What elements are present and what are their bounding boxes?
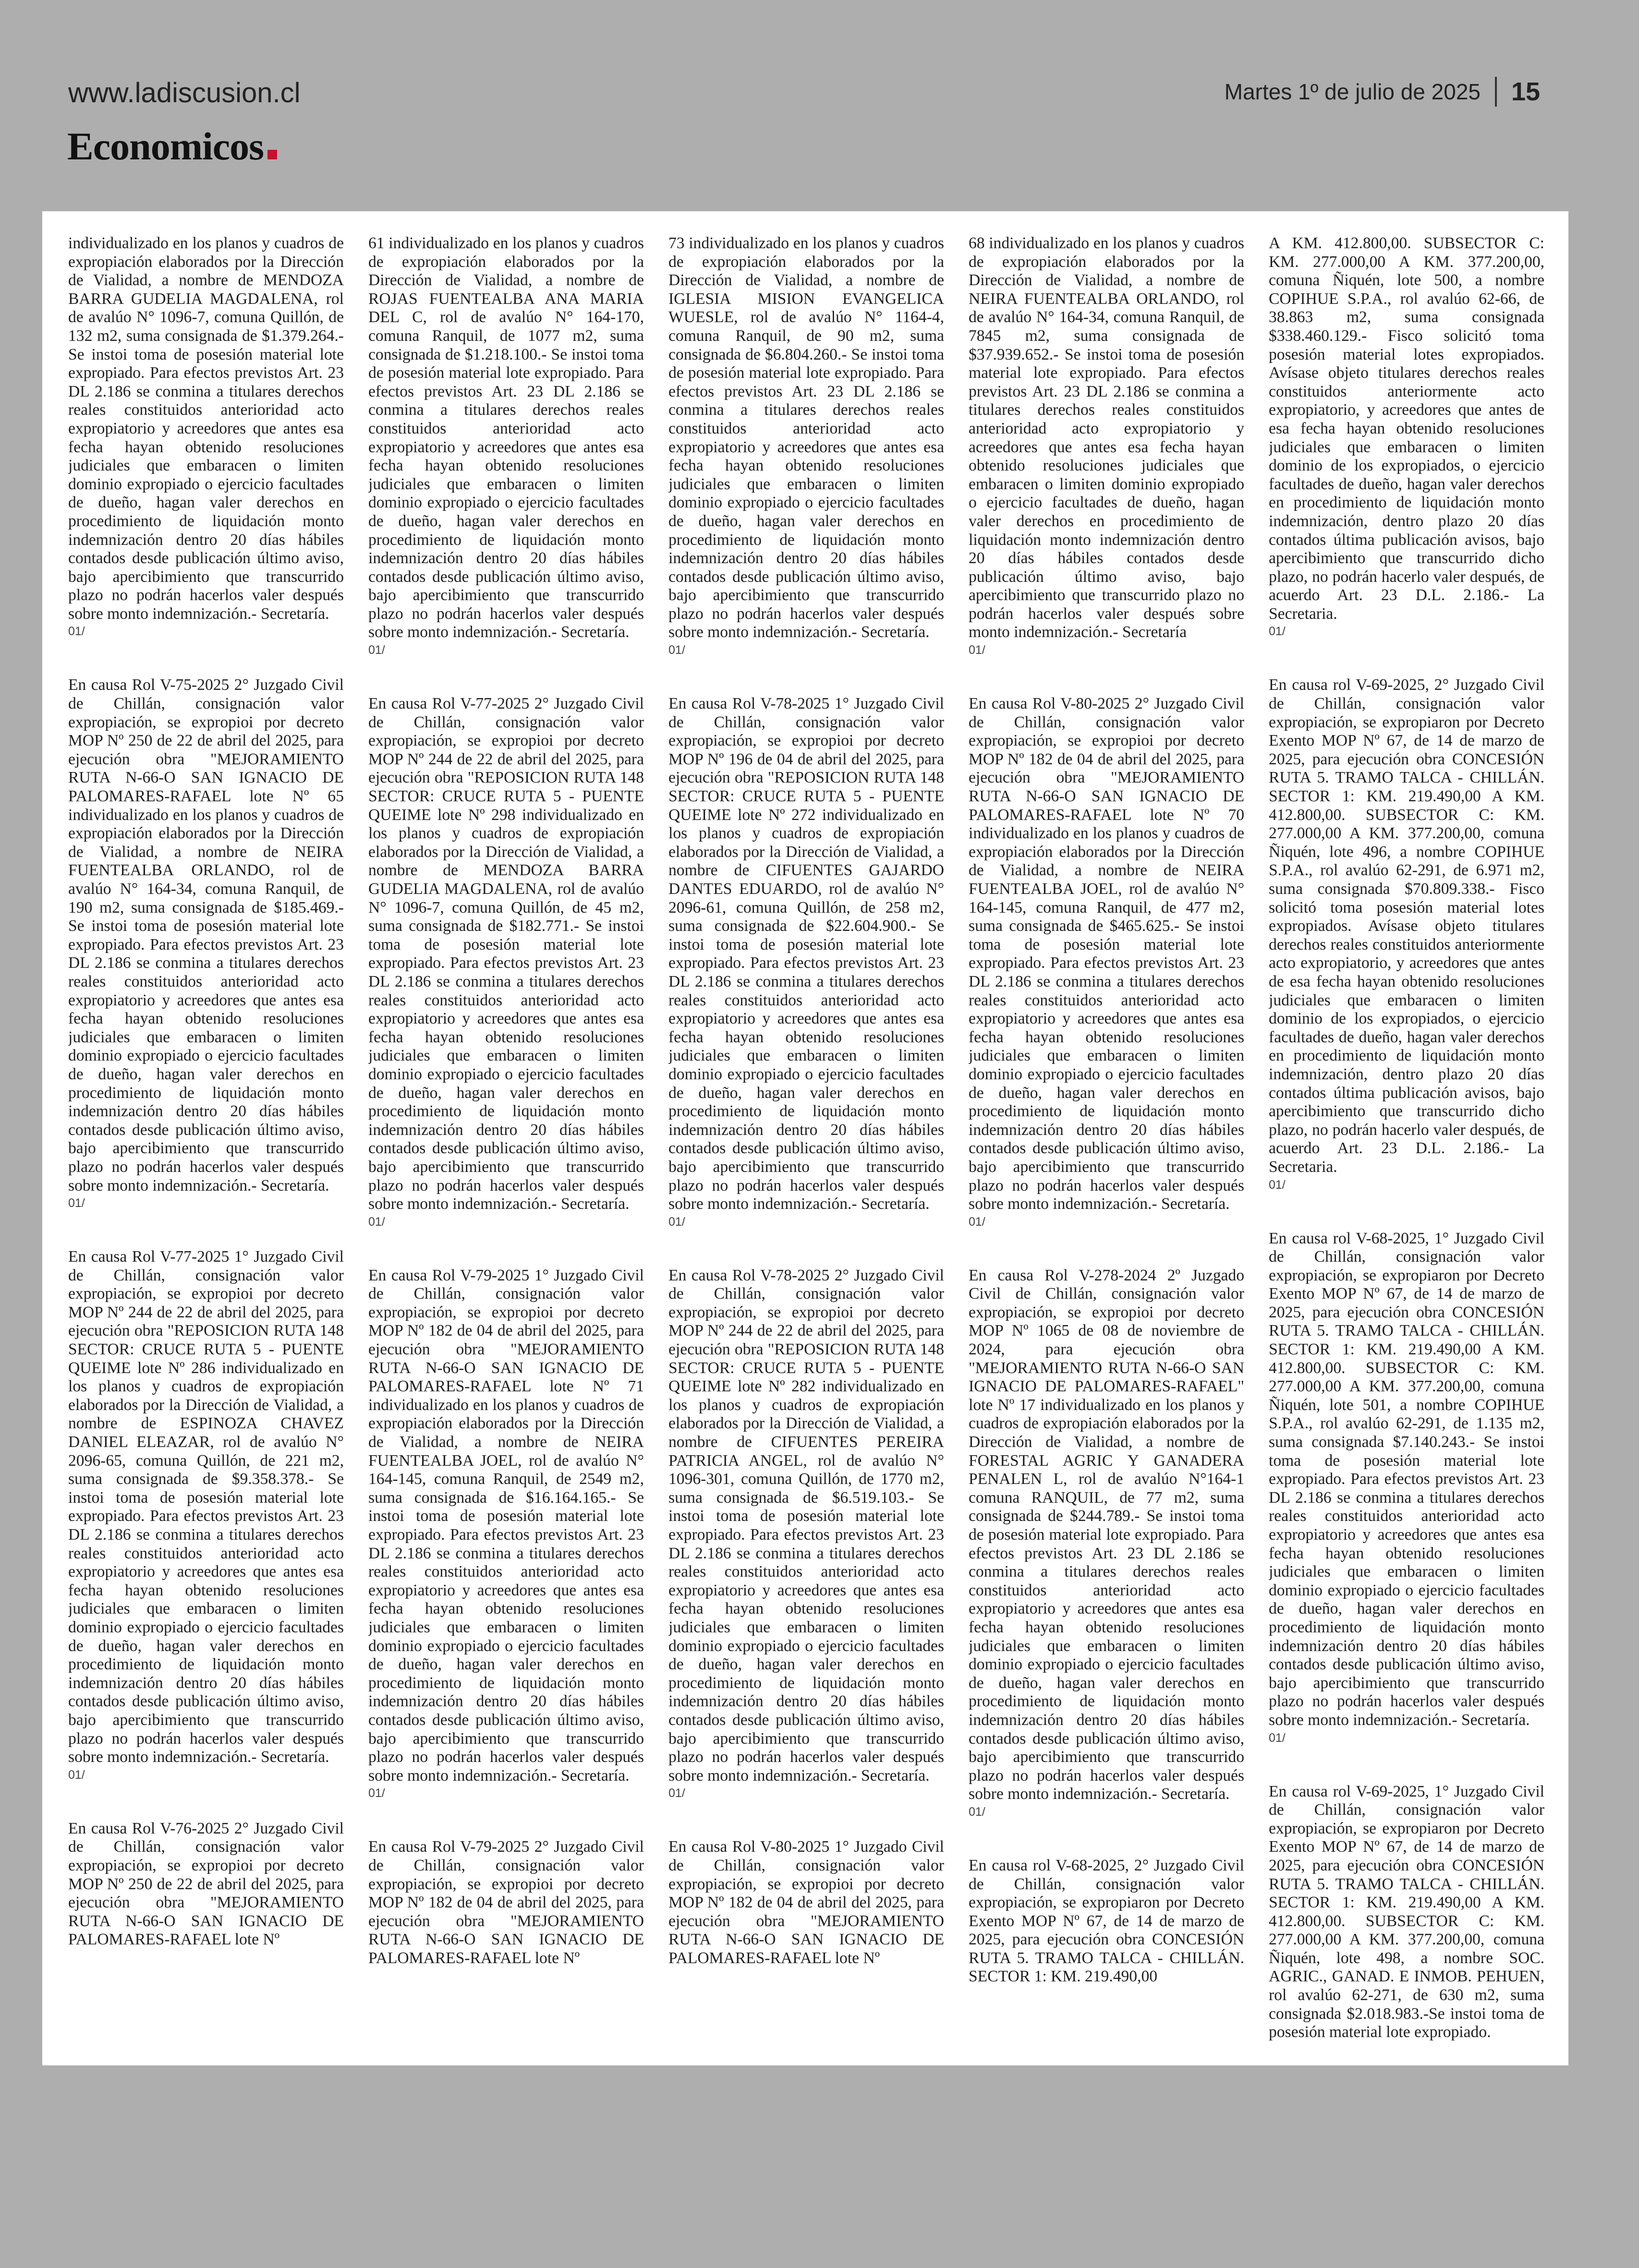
notice-code: 01/ [368, 1215, 385, 1229]
notice-text: 68 individualizado en los planos y cuadros de expropiación elaborados por la Dirección de Vialidad, a nombre de NEIRA FUENTEALBA ORLANDO, rol de avalúo N° 164-34, comuna Ranquil, de 7845 m2, suma consignada de $37.939.652.- Se instoi toma de posesión material lote expropiado. Para efectos previstos Art. 23 DL 2.186 se conmina a titulares derechos reales constituidos anterioridad acto expropiatorio y acreedores que antes esa fecha hayan obtenido resoluciones judiciales que embaracen o limiten dominio expropiado o ejercicio facultades de dueño, hagan valer derechos en procedimiento de liquidación monto indemnización dentro 20 días hábiles contados desde publicación último aviso, bajo apercibimiento que transcurrido plazo no podrán hacerlos valer después sobre monto indemnización.- Secretaría [969, 234, 1244, 641]
notice-text: 61 individualizado en los planos y cuadros de expropiación elaborados por la Dirección de Vialidad, a nombre de ROJAS FUENTEALBA ANA MARIA DEL C, rol de avalúo N° 164-170, comuna Ranquil, de 1077 m2, suma consignada de $1.218.100.- Se instoi toma de posesión material lote expropiado. Para efectos previstos Art. 23 DL 2.186 se conmina a titulares derechos reales constituidos anterioridad acto expropiatorio y acreedores que antes esa fecha hayan obtenido resoluciones judiciales que embaracen o limiten dominio expropiado o ejercicio facultades de dueño, hagan valer derechos en procedimiento de liquidación monto indemnización dentro 20 días hábiles contados desde publicación último aviso, bajo apercibimiento que transcurrido plazo no podrán hacerlos valer después sobre monto indemnización.- Secretaría. [368, 234, 644, 641]
classifieds-sheet [42, 211, 1568, 2065]
notice-text: En causa Rol V-75-2025 2° Juzgado Civil de Chillán, consignación valor expropiación, se expropioi por decreto MOP Nº 250 de 22 de abril del 2025, para ejecución obra "MEJORAMIENTO RUTA N-66-O SAN IGNACIO DE PALOMARES-RAFAEL lote Nº 65 individualizado en los planos y cuadros de expropiación elaborados por la Dirección de Vialidad, a nombre de NEIRA FUENTEALBA ORLANDO, rol de avalúo N° 164-34, comuna Ranquil, de 190 m2, suma consignada de $185.469.- Se instoi toma de posesión material lote expropiado. Para efectos previstos Art. 23 DL 2.186 se conmina a titulares derechos reales constituidos anterioridad acto expropiatorio y acreedores que antes esa fecha hayan obtenido resoluciones judiciales que embaracen o limiten dominio expropiado o ejercicio facultades de dueño, hagan valer derechos en procedimiento de liquidación monto indemnización dentro 20 días hábiles contados desde publicación último aviso, bajo apercibimiento que transcurrido plazo no podrán hacerlos valer después sobre monto indemnización.- Secretaría. [68, 676, 344, 1194]
notice-code: 01/ [668, 1215, 685, 1229]
notice-text: En causa Rol V-79-2025 1° Juzgado Civil de Chillán, consignación valor expropiación, se expropioi por decreto MOP Nº 182 de 04 de abril del 2025, para ejecución obra "MEJORAMIENTO RUTA N-66-O SAN IGNACIO DE PALOMARES-RAFAEL lote Nº 71 individualizado en los planos y cuadros de expropiación elaborados por la Dirección de Vialidad, a nombre de NEIRA FUENTEALBA JOEL, rol de avalúo N° 164-145, comuna Ranquil, de 2549 m2, suma consignada de $16.164.165.- Se instoi toma de posesión material lote expropiado. Para efectos previstos Art. 23 DL 2.186 se conmina a titulares derechos reales constituidos anterioridad acto expropiatorio y acreedores que antes esa fecha hayan obtenido resoluciones judiciales que embaracen o limiten dominio expropiado o ejercicio facultades de dueño, hagan valer derechos en procedimiento de liquidación monto indemnización dentro 20 días hábiles contados desde publicación último aviso, bajo apercibimiento que transcurrido plazo no podrán hacerlos valer después sobre monto indemnización.- Secretaría. [368, 1266, 644, 1785]
notice-text: En causa Rol V-80-2025 2° Juzgado Civil de Chillán, consignación valor expropiación, se expropioi por decreto MOP Nº 182 de 04 de abril del 2025, para ejecución obra "MEJORAMIENTO RUTA N-66-O SAN IGNACIO DE PALOMARES-RAFAEL lote Nº 70 individualizado en los planos y cuadros de expropiación elaborados por la Dirección de Vialidad, a nombre de NEIRA FUENTEALBA JOEL, rol de avalúo N° 164-145, comuna Ranquil, de 477 m2, suma consignada de $465.625.- Se instoi toma de posesión material lote expropiado. Para efectos previstos Art. 23 DL 2.186 se conmina a titulares derechos reales constituidos anterioridad acto expropiatorio y acreedores que antes esa fecha hayan obtenido resoluciones judiciales que embaracen o limiten dominio expropiado o ejercicio facultades de dueño, hagan valer derechos en procedimiento de liquidación monto indemnización dentro 20 días hábiles contados desde publicación último aviso, bajo apercibimiento que transcurrido plazo no podrán hacerlos valer después sobre monto indemnización.- Secretaría. [969, 695, 1244, 1213]
notice-text: En causa Rol V-79-2025 2° Juzgado Civil de Chillán, consignación valor expropiación, se expropioi por decreto MOP Nº 182 de 04 de abril del 2025, para ejecución obra "MEJORAMIENTO RUTA N-66-O SAN IGNACIO DE PALOMARES-RAFAEL lote Nº [368, 1838, 644, 1967]
notice-code: 01/ [1269, 1178, 1286, 1192]
header-divider [1495, 77, 1497, 107]
notice-text: A KM. 412.800,00. SUBSECTOR C: KM. 277.000,00 A KM. 377.200,00, comuna Ñiquén, lote 500, a nombre COPIHUE S.P.A., rol avalúo 62-66, de 38.863 m2, suma consignada $338.460.129.- Fisco solicitó toma posesión material lotes expropiados. Avísase objeto titulares derechos reales constituidos anteriormente acto expropiatorio, y acreedores que antes de esa fecha hayan obtenido resoluciones judiciales que embaracen o limiten dominio de los expropiados, o ejercicio facultades de dueño, hagan valer derechos en procedimiento de liquidación monto indemnización, dentro plazo 20 días contados última publicación avisos, bajo apercibimiento que transcurrido dicho plazo, no podrán hacerlo valer después, de acuerdo Art. 23 D.L. 2.186.- La Secretaria. [1269, 234, 1544, 623]
notice-code: 01/ [969, 1215, 985, 1229]
column-2 [368, 234, 644, 2054]
notice-text: En causa rol V-68-2025, 1° Juzgado Civil de Chillán, consignación valor expropiación, se expropiaron por Decreto Exento MOP Nº 67, de 14 de marzo de 2025, para ejecución obra CONCESIÓN RUTA 5. TRAMO TALCA - CHILLÁN. SECTOR 1: KM. 219.490,00 A KM. 412.800,00. SUBSECTOR C: KM. 277.000,00 A KM. 377.200,00, comuna Ñiquén, lote 501, a nombre COPIHUE S.P.A., rol avalúo 62-291, de 1.135 m2, suma consignada $7.140.243.- Se instoi toma de posesión material lote expropiado. Para efectos previstos Art. 23 DL 2.186 se conmina a titulares derechos reales constituidos anterioridad acto expropiatorio y acreedores que antes esa fecha hayan obtenido resoluciones judiciales que embaracen o limiten dominio expropiado o ejercicio facultades de dueño, hagan valer derechos en procedimiento de liquidación monto indemnización dentro 20 días hábiles contados desde publicación último aviso, bajo apercibimiento que transcurrido plazo no podrán hacerlos valer después sobre monto indemnización.- Secretaría. [1269, 1229, 1544, 1729]
site-url[interactable]: www.ladiscusion.cl [68, 77, 301, 109]
page-number: 15 [1511, 77, 1541, 106]
notice-code: 01/ [969, 643, 985, 657]
notice-text: En causa Rol V-76-2025 2° Juzgado Civil de Chillán, consignación valor expropiación, se expropioi por decreto MOP Nº 250 de 22 de abril del 2025, para ejecución obra "MEJORAMIENTO RUTA N-66-O SAN IGNACIO DE PALOMARES-RAFAEL lote Nº [68, 1819, 344, 1949]
section-title [67, 124, 277, 169]
column-3 [668, 234, 944, 2054]
notice-text: En causa Rol V-78-2025 1° Juzgado Civil de Chillán, consignación valor expropiación, se expropioi por decreto MOP Nº 196 de 04 de abril del 2025, para ejecución obra "REPOSICION RUTA 148 SECTOR: CRUCE RUTA 5 - PUENTE QUEIME lote Nº 272 individualizado en los planos y cuadros de expropiación elaborados por la Dirección de Vialidad, a nombre de CIFUENTES GAJARDO DANTES EDUARDO, rol de avalúo N° 2096-61, comuna Quillón, de 258 m2, suma consignada de $22.604.900.- Se instoi toma de posesión material lote expropiado. Para efectos previstos Art. 23 DL 2.186 se conmina a titulares derechos reales constituidos anterioridad acto expropiatorio y acreedores que antes esa fecha hayan obtenido resoluciones judiciales que embaracen o limiten dominio expropiado o ejercicio facultades de dueño, hagan valer derechos en procedimiento de liquidación monto indemnización dentro 20 días hábiles contados desde publicación último aviso, bajo apercibimiento que transcurrido plazo no podrán hacerlos valer después sobre monto indemnización.- Secretaría. [668, 695, 944, 1213]
notice-code: 01/ [68, 1196, 85, 1210]
notice-text: En causa Rol V-78-2025 2° Juzgado Civil de Chillán, consignación valor expropiación, se expropioi por decreto MOP Nº 244 de 22 de abril del 2025, para ejecución obra "REPOSICION RUTA 148 SECTOR: CRUCE RUTA 5 - PUENTE QUEIME lote Nº 282 individualizado en los planos y cuadros de expropiación elaborados por la Dirección de Vialidad, a nombre de CIFUENTES PEREIRA PATRICIA ANGEL, rol de avalúo N° 1096-301, comuna Quillón, de 1770 m2, suma consignada de $6.519.103.- Se instoi toma de posesión material lote expropiado. Para efectos previstos Art. 23 DL 2.186 se conmina a titulares derechos reales constituidos anterioridad acto expropiatorio y acreedores que antes esa fecha hayan obtenido resoluciones judiciales que embaracen o limiten dominio expropiado o ejercicio facultades de dueño, hagan valer derechos en procedimiento de liquidación monto indemnización dentro 20 días hábiles contados desde publicación último aviso, bajo apercibimiento que transcurrido plazo no podrán hacerlos valer después sobre monto indemnización.- Secretaría. [668, 1266, 944, 1785]
notice-code: 01/ [1269, 625, 1286, 639]
column-5 [1269, 234, 1544, 2054]
notice-code: 01/ [68, 1768, 85, 1782]
notice-text: individualizado en los planos y cuadros de expropiación elaborados por la Dirección de Vialidad, a nombre de MENDOZA BARRA GUDELIA MAGDALENA, rol de avalúo N° 1096-7, comuna Quillón, de 132 m2, suma consignada de $1.379.264.- Se instoi toma de posesión material lote expropiado. Para efectos previstos Art. 23 DL 2.186 se conmina a titulares derechos reales constituidos anterioridad acto expropiatorio y acreedores que antes esa fecha hayan obtenido resoluciones judiciales que embaracen o limiten dominio expropiado o ejercicio facultades de dueño, hagan valer derechos en procedimiento de liquidación monto indemnización dentro 20 días hábiles contados desde publicación último aviso, bajo apercibimiento que transcurrido plazo no podrán hacerlos valer después sobre monto indemnización.- Secretaría. [68, 234, 344, 623]
notice-code: 01/ [68, 625, 85, 639]
notice-columns [68, 234, 1544, 2054]
notice-code: 01/ [668, 643, 685, 657]
notice-text: En causa Rol V-80-2025 1° Juzgado Civil de Chillán, consignación valor expropiación, se expropioi por decreto MOP Nº 182 de 04 de abril del 2025, para ejecución obra "MEJORAMIENTO RUTA N-66-O SAN IGNACIO DE PALOMARES-RAFAEL lote Nº [668, 1838, 944, 1967]
page-header [0, 0, 1639, 211]
notice-code: 01/ [668, 1786, 685, 1800]
notice-text: 73 individualizado en los planos y cuadros de expropiación elaborados por la Dirección de Vialidad, a nombre de IGLESIA MISION EVANGELICA WUESLE, rol de avalúo N° 1164-4, comuna Ranquil, de 90 m2, suma consignada de $6.804.260.- Se instoi toma de posesión material lote expropiado. Para efectos previstos Art. 23 DL 2.186 se conmina a titulares derechos reales constituidos anterioridad acto expropiatorio y acreedores que antes esa fecha hayan obtenido resoluciones judiciales que embaracen o limiten dominio expropiado o ejercicio facultades de dueño, hagan valer derechos en procedimiento de liquidación monto indemnización dentro 20 días hábiles contados desde publicación último aviso, bajo apercibimiento que transcurrido plazo no podrán hacerlos valer después sobre monto indemnización.- Secretaría. [668, 234, 944, 641]
notice-text: En causa Rol V-77-2025 2° Juzgado Civil de Chillán, consignación valor expropiación, se expropioi por decreto MOP Nº 244 de 22 de abril del 2025, para ejecución obra "REPOSICION RUTA 148 SECTOR: CRUCE RUTA 5 - PUENTE QUEIME lote Nº 298 individualizado en los planos y cuadros de expropiación elaborados por la Dirección de Vialidad, a nombre de MENDOZA BARRA GUDELIA MAGDALENA, rol de avalúo N° 1096-7, comuna Quillón, de 45 m2, suma consignada de $182.771.- Se instoi toma de posesión material lote expropiado. Para efectos previstos Art. 23 DL 2.186 se conmina a titulares derechos reales constituidos anterioridad acto expropiatorio y acreedores que antes esa fecha hayan obtenido resoluciones judiciales que embaracen o limiten dominio expropiado o ejercicio facultades de dueño, hagan valer derechos en procedimiento de liquidación monto indemnización dentro 20 días hábiles contados desde publicación último aviso, bajo apercibimiento que transcurrido plazo no podrán hacerlos valer después sobre monto indemnización.- Secretaría. [368, 695, 644, 1213]
notice-code: 01/ [368, 643, 385, 657]
issue-date: Martes 1º de julio de 2025 [1224, 79, 1481, 104]
column-4 [969, 234, 1244, 2054]
notice-text: En causa Rol V-278-2024 2º Juzgado Civil de Chillán, consignación valor expropiación, se expropioi por decreto MOP Nº 1065 de 08 de noviembre de 2024, para ejecución obra "MEJORAMIENTO RUTA N-66-O SAN IGNACIO DE PALOMARES-RAFAEL" lote Nº 17 individualizado en los planos y cuadros de expropiación elaborados por la Dirección de Vialidad, a nombre de FORESTAL AGRIC Y GANADERA PENALEN L, rol de avalúo N°164-1 comuna RANQUIL, de 77 m2, suma consignada de $244.789.- Se instoi toma de posesión material lote expropiado. Para efectos previstos Art. 23 DL 2.186 se conmina a titulares derechos reales constituidos anterioridad acto expropiatorio y acreedores que antes esa fecha hayan obtenido resoluciones judiciales que embaracen o limiten dominio expropiado o ejercicio facultades de dueño, hagan valer derechos en procedimiento de liquidación monto indemnización dentro 20 días hábiles contados desde publicación último aviso, bajo apercibimiento que transcurrido plazo no podrán hacerlos valer después sobre monto indemnización.- Secretaría. [969, 1266, 1244, 1803]
notice-code: 01/ [368, 1786, 385, 1800]
notice-code: 01/ [1269, 1731, 1286, 1745]
section-accent-square [267, 150, 277, 159]
column-1 [68, 234, 344, 2054]
notice-text: En causa rol V-69-2025, 1° Juzgado Civil de Chillán, consignación valor expropiación, se expropiaron por Decreto Exento MOP Nº 67, de 14 de marzo de 2025, para ejecución obra CONCESIÓN RUTA 5. TRAMO TALCA - CHILLÁN. SECTOR 1: KM. 219.490,00 A KM. 412.800,00. SUBSECTOR C: KM. 277.000,00 A KM. 377.200,00, comuna Ñiquén, lote 498, a nombre SOC. AGRIC., GANAD. E INMOB. PEHUEN, rol avalúo 62-271, de 630 m2, suma consignada $2.018.983.-Se instoi toma de posesión material lote expropiado. [1269, 1782, 1544, 2041]
notice-text: En causa rol V-68-2025, 2° Juzgado Civil de Chillán, consignación valor expropiación, se expropiaron por Decreto Exento MOP Nº 67, de 14 de marzo de 2025, para ejecución obra CONCESIÓN RUTA 5. TRAMO TALCA - CHILLÁN. SECTOR 1: KM. 219.490,00 [969, 1856, 1244, 1986]
notice-code: 01/ [969, 1805, 985, 1819]
notice-text: En causa rol V-69-2025, 2° Juzgado Civil de Chillán, consignación valor expropiación, se expropiaron por Decreto Exento MOP Nº 67, de 14 de marzo de 2025, para ejecución obra CONCESIÓN RUTA 5. TRAMO TALCA - CHILLÁN. SECTOR 1: KM. 219.490,00 A KM. 412.800,00. SUBSECTOR C: KM. 277.000,00 A KM. 377.200,00, comuna Ñiquén, lote 496, a nombre COPIHUE S.P.A., rol avalúo 62-291, de 6.971 m2, suma consignada $70.809.338.- Fisco solicitó toma posesión material lotes expropiados. Avísase objeto titulares derechos reales constituidos anteriormente acto expropiatorio, y acreedores que antes de esa fecha hayan obtenido resoluciones judiciales que embaracen o limiten dominio de los expropiados, o ejercicio facultades de dueño, hagan valer derechos en procedimiento de liquidación monto indemnización, dentro plazo 20 días contados última publicación avisos, bajo apercibimiento que transcurrido dicho plazo, no podrán hacerlo valer después, de acuerdo Art. 23 D.L. 2.186.- La Secretaria. [1269, 676, 1544, 1176]
notice-text: En causa Rol V-77-2025 1° Juzgado Civil de Chillán, consignación valor expropiación, se expropioi por decreto MOP Nº 244 de 22 de abril del 2025, para ejecución obra "REPOSICION RUTA 148 SECTOR: CRUCE RUTA 5 - PUENTE QUEIME lote Nº 286 individualizado en los planos y cuadros de expropiación elaborados por la Dirección de Vialidad, a nombre de ESPINOZA CHAVEZ DANIEL ELEAZAR, rol de avalúo N° 2096-65, comuna Quillón, de 221 m2, suma consignada de $9.358.378.- Se instoi toma de posesión material lote expropiado. Para efectos previstos Art. 23 DL 2.186 se conmina a titulares derechos reales constituidos anterioridad acto expropiatorio y acreedores que antes esa fecha hayan obtenido resoluciones judiciales que embaracen o limiten dominio expropiado o ejercicio facultades de dueño, hagan valer derechos en procedimiento de liquidación monto indemnización dentro 20 días hábiles contados desde publicación último aviso, bajo apercibimiento que transcurrido plazo no podrán hacerlos valer después sobre monto indemnización.- Secretaría. [68, 1248, 344, 1766]
section-title-text: Economicos [67, 124, 264, 168]
